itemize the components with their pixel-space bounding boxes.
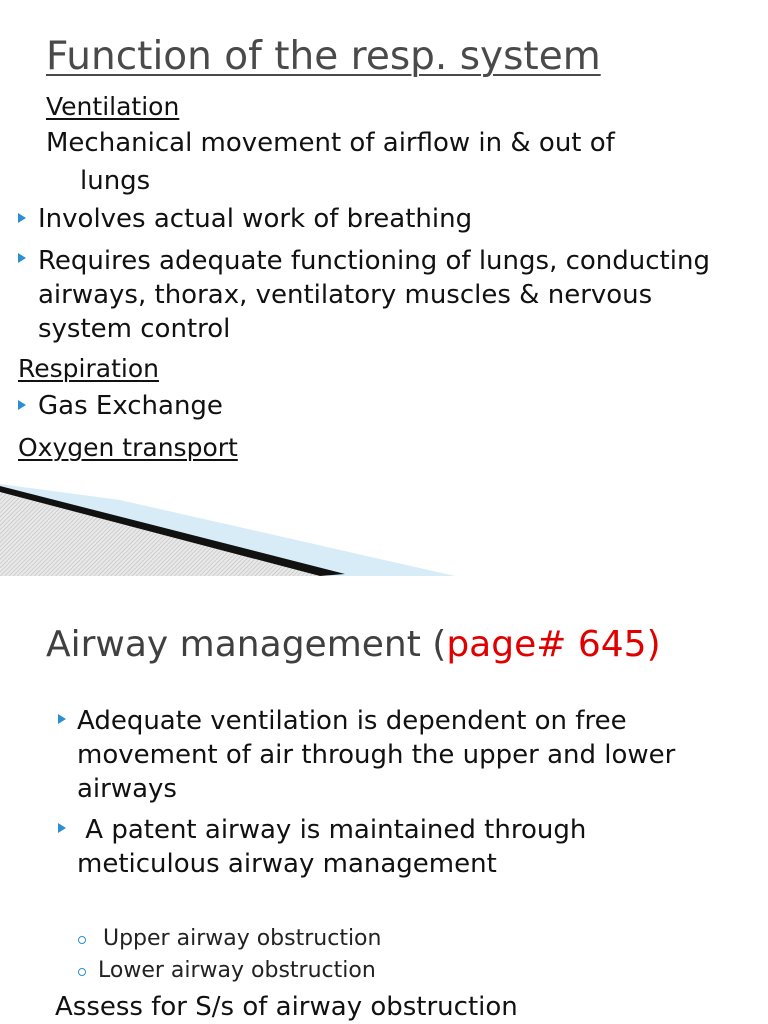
circle-bullet-icon (78, 936, 86, 944)
slide-title: Function of the resp. system (46, 34, 601, 79)
page-reference: page# 645 (446, 624, 647, 665)
ventilation-bullet: Involves actual work of breathing (38, 204, 473, 234)
slide-title (46, 624, 661, 665)
ventilation-description-line2: lungs (80, 166, 151, 196)
circle-bullet-icon (78, 968, 86, 976)
respiration-bullet: Gas Exchange (38, 391, 223, 421)
airway-sub-item: Upper airway obstruction (96, 926, 382, 951)
decorative-swoosh (0, 470, 768, 576)
bullet-arrow-icon (58, 714, 66, 724)
title-main: Airway management ( (46, 624, 447, 665)
assess-text: Assess for S/s of airway obstruction (55, 992, 518, 1022)
bullet-arrow-icon (18, 400, 26, 410)
ventilation-heading: Ventilation (46, 92, 180, 121)
ventilation-description-line1: Mechanical movement of airflow in & out of (46, 128, 615, 158)
airway-bullet: Adequate ventilation is dependent on free movement of air through the upper and lower airways (77, 706, 676, 804)
airway-bullet: A patent airway is maintained through meticulous airway management (77, 815, 595, 879)
bullet-arrow-icon (58, 823, 66, 833)
title-close: ) (646, 624, 661, 665)
ventilation-bullet: Requires adequate functioning of lungs, conducting airways, thorax, ventilatory muscles & nervous system control (38, 246, 710, 344)
oxygen-transport-heading: Oxygen transport (18, 433, 238, 462)
slide-airway-management (0, 576, 768, 1024)
bullet-arrow-icon (18, 253, 26, 263)
bullet-arrow-icon (18, 213, 26, 223)
airway-sub-item: Lower airway obstruction (98, 958, 376, 983)
respiration-heading: Respiration (18, 354, 159, 383)
